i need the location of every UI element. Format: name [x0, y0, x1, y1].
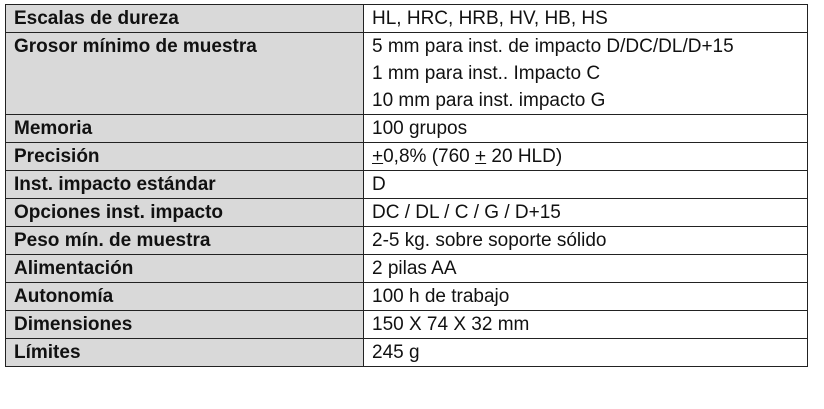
precision-text: 0,8% (760: [383, 146, 476, 167]
row-value: [364, 33, 808, 115]
value-line: DC / DL / C / G / D+15: [372, 202, 561, 223]
value-line: 2 pilas AA: [372, 258, 457, 279]
value-line: 150 X 74 X 32 mm: [372, 314, 530, 335]
row-value: [364, 115, 808, 143]
row-label: Escalas de dureza: [6, 5, 364, 33]
value-line: 5 mm para inst. de impacto D/DC/DL/D+15: [372, 36, 734, 57]
table-row: [6, 171, 808, 199]
value-line: 100 grupos: [372, 118, 468, 139]
value-line: 2-5 kg. sobre soporte sólido: [372, 230, 607, 251]
table-row: [6, 339, 808, 367]
table-row: [6, 5, 808, 33]
value-line: [372, 143, 799, 170]
value-line: 245 g: [372, 342, 420, 363]
table-row: [6, 33, 808, 115]
table-row: [6, 255, 808, 283]
row-label: Inst. impacto estándar: [6, 171, 364, 199]
spec-table: [5, 4, 808, 367]
row-label: Grosor mínimo de muestra: [6, 33, 364, 115]
row-value: [364, 311, 808, 339]
value-line: D: [372, 174, 386, 195]
row-value: [364, 339, 808, 367]
row-value: [364, 199, 808, 227]
row-value: [364, 5, 808, 33]
row-value: [364, 171, 808, 199]
row-label: Límites: [6, 339, 364, 367]
table-row: [6, 227, 808, 255]
value-line: 100 h de trabajo: [372, 286, 510, 307]
value-line: 1 mm para inst.. Impacto C: [372, 63, 601, 84]
table-row: [6, 115, 808, 143]
table-row: [6, 143, 808, 171]
plus-minus-sign: +: [475, 146, 487, 167]
row-label: Autonomía: [6, 283, 364, 311]
row-label: Precisión: [6, 143, 364, 171]
precision-text: 20 HLD): [486, 146, 563, 167]
table-row: [6, 311, 808, 339]
row-label: Alimentación: [6, 255, 364, 283]
plus-minus-sign: +: [372, 146, 384, 167]
row-value: [364, 255, 808, 283]
table-row: [6, 199, 808, 227]
row-value: [364, 283, 808, 311]
value-line: 10 mm para inst. impacto G: [372, 90, 606, 111]
row-value: [364, 143, 808, 171]
value-line: HL, HRC, HRB, HV, HB, HS: [372, 8, 608, 29]
row-label: Peso mín. de muestra: [6, 227, 364, 255]
row-value: [364, 227, 808, 255]
row-label: Dimensiones: [6, 311, 364, 339]
row-label: Memoria: [6, 115, 364, 143]
table-row: [6, 283, 808, 311]
row-label: Opciones inst. impacto: [6, 199, 364, 227]
